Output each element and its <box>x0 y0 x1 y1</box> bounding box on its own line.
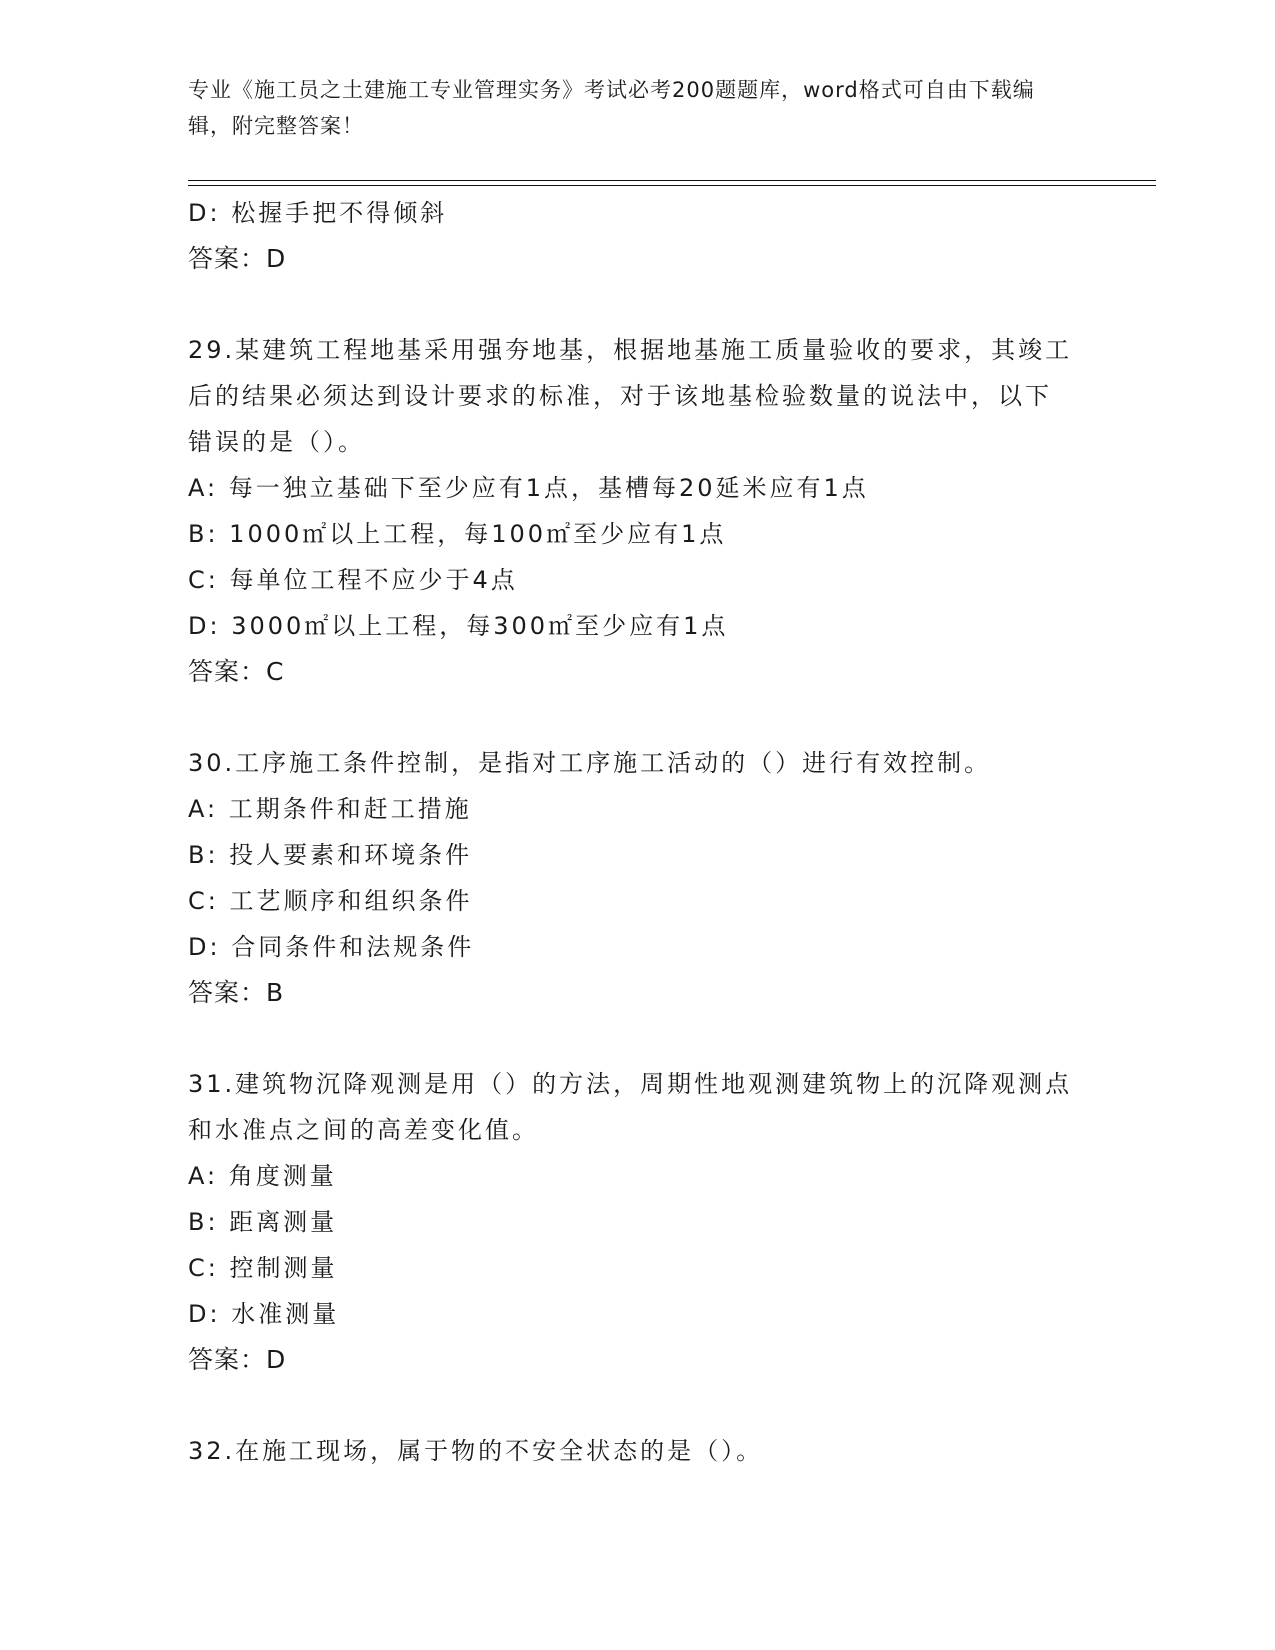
question-30 <box>188 740 1088 1016</box>
question-stem: 29.某建筑工程地基采用强夯地基，根据地基施工质量验收的要求，其竣工后的结果必须达到设计要求的标准，对于该地基检验数量的说法中，以下错误的是（）。 <box>188 336 1073 456</box>
question-stem: 31.建筑物沉降观测是用（）的方法，周期性地观测建筑物上的沉降观测点和水准点之间的高差变化值。 <box>188 1070 1073 1144</box>
question-stem: 30.工序施工条件控制，是指对工序施工活动的（）进行有效控制。 <box>188 749 992 777</box>
answer: 答案：B <box>188 978 285 1007</box>
option-c: C: 控制测量 <box>188 1254 338 1282</box>
header-divider-top <box>188 180 1156 181</box>
option-b: B: 投人要素和环境条件 <box>188 841 473 869</box>
prev-answer: 答案：D <box>188 244 287 273</box>
option-c: C: 每单位工程不应少于4点 <box>188 566 518 594</box>
option-d: D: 合同条件和法规条件 <box>188 933 475 961</box>
option-a: A: 角度测量 <box>188 1162 337 1190</box>
option-b: B: 1000㎡以上工程，每100㎡至少应有1点 <box>188 520 727 548</box>
answer: 答案：C <box>188 657 285 686</box>
answer: 答案：D <box>188 1345 287 1374</box>
option-d: D: 3000㎡以上工程，每300㎡至少应有1点 <box>188 612 729 640</box>
question-29 <box>188 327 1088 695</box>
option-a: A: 每一独立基础下至少应有1点，基槽每20延米应有1点 <box>188 474 869 502</box>
question-list <box>188 190 1088 1474</box>
question-stem: 32.在施工现场，属于物的不安全状态的是（）。 <box>188 1437 764 1465</box>
header-divider-bottom <box>188 185 1156 186</box>
option-c: C: 工艺顺序和组织条件 <box>188 887 473 915</box>
option-d: D: 水准测量 <box>188 1300 340 1328</box>
prev-option-d: D: 松握手把不得倾斜 <box>188 199 448 227</box>
page-header: 专业《施工员之土建施工专业管理实务》考试必考200题题库，word格式可自由下载编辑，附完整答案！ <box>188 78 1035 138</box>
option-b: B: 距离测量 <box>188 1208 338 1236</box>
question-31 <box>188 1061 1088 1383</box>
option-a: A: 工期条件和赶工措施 <box>188 795 472 823</box>
question-32 <box>188 1428 1088 1474</box>
